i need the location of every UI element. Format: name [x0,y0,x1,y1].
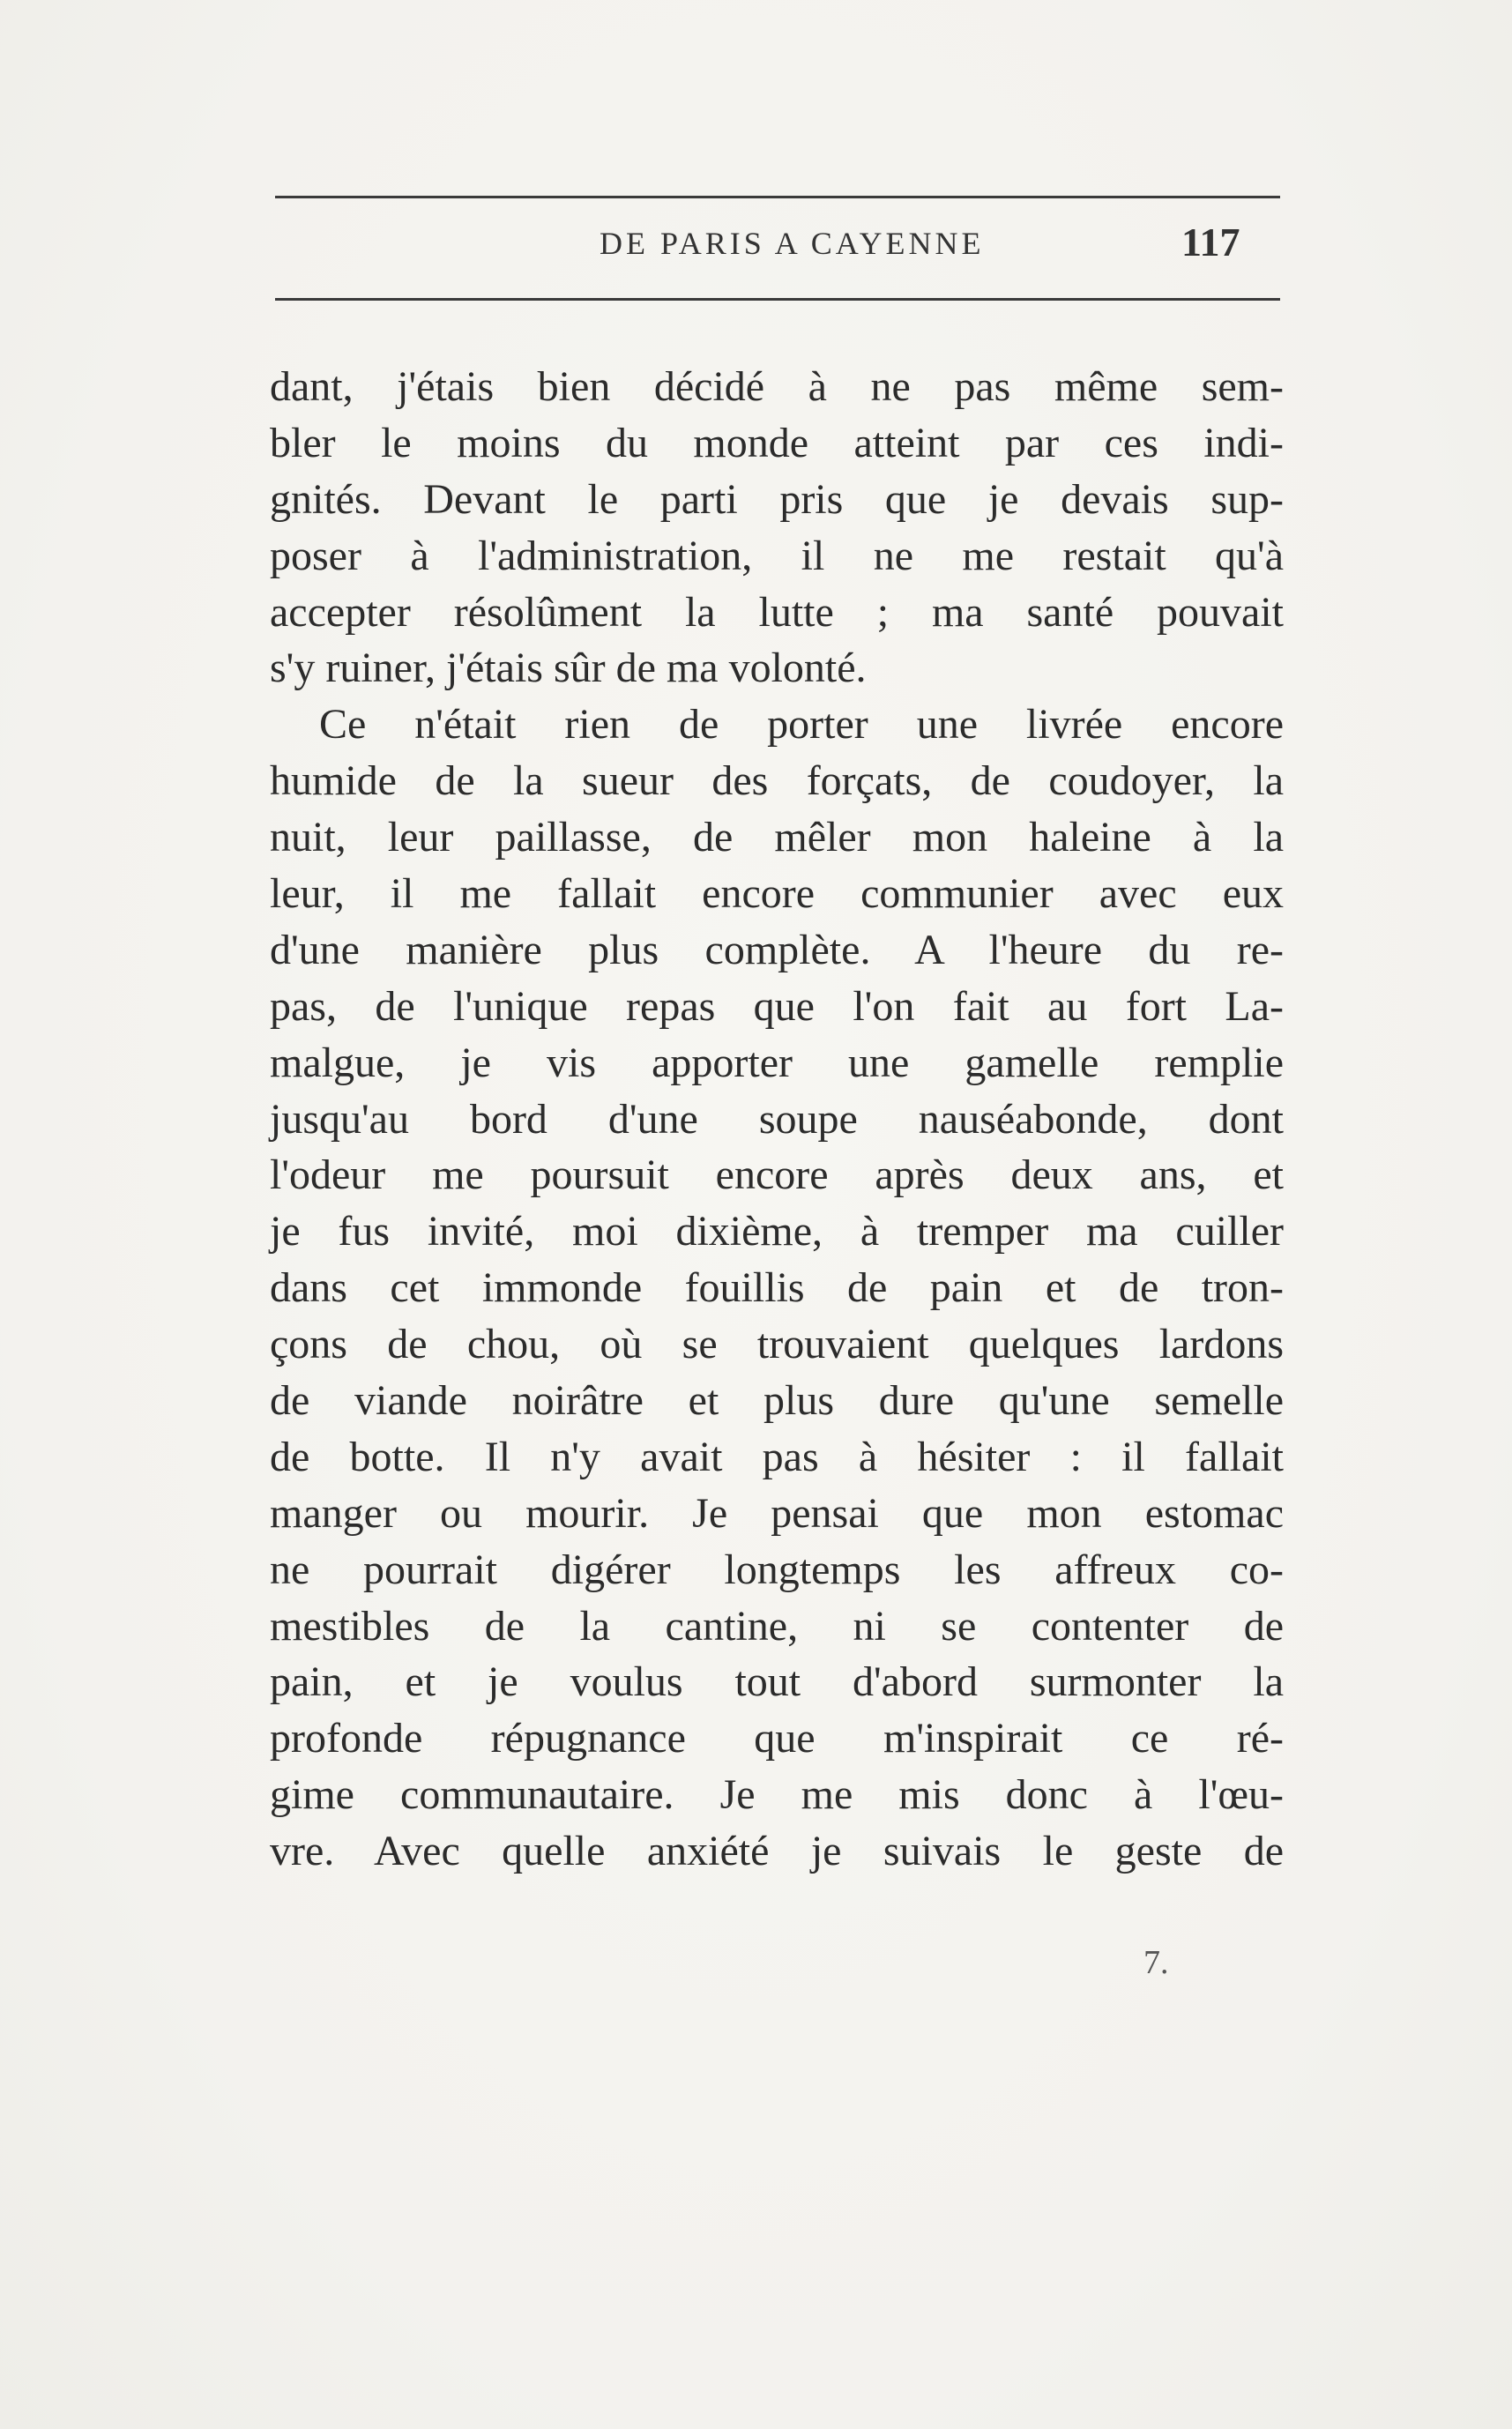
page-number: 117 [1181,220,1240,265]
text-line: gnités. Devant le parti pris que je devais sup- [270,475,1284,523]
text-line: ne pourrait digérer longtemps les affreux co- [270,1546,1284,1593]
text-line: poser à l'administration, il ne me restait qu'à [270,532,1284,579]
text-line: accepter résolûment la lutte ; ma santé pouvait [270,588,1284,636]
text-line: s'y ruiner, j'étais sûr de ma volonté. [270,645,867,692]
running-head: DE PARIS A CAYENNE [600,226,985,261]
text-line: dant, j'étais bien décidé à ne pas même sem- [270,363,1284,410]
header-top-rule [275,196,1280,198]
text-line: Ce n'était rien de porter une livrée encore [319,701,1284,749]
text-line: malgue, je vis apporter une gamelle remplie [270,1039,1284,1086]
text-line: çons de chou, où se trouvaient quelques lardons [270,1321,1284,1368]
text-line: je fus invité, moi dixième, à tremper ma cuiller [270,1208,1284,1255]
text-line: bler le moins du monde atteint par ces indi- [270,419,1284,466]
text-line: d'une manière plus complète. A l'heure du re- [270,926,1284,973]
text-line: l'odeur me poursuit encore après deux ans, et [270,1151,1284,1199]
text-line: gime communautaire. Je me mis donc à l'œu- [270,1771,1284,1819]
text-line: leur, il me fallait encore communier avec eux [270,870,1284,918]
body-text [270,359,1284,1880]
text-line: manger ou mourir. Je pensai que mon estomac [270,1489,1284,1537]
text-line: dans cet immonde fouillis de pain et de tron- [270,1264,1284,1312]
text-line: de botte. Il n'y avait pas à hésiter : il fallait [270,1433,1284,1480]
text-line: pas, de l'unique repas que l'on fait au fort La- [270,982,1284,1030]
signature-mark: 7. [1143,1944,1169,1981]
text-line: nuit, leur paillasse, de mêler mon haleine à la [270,814,1284,861]
header-bottom-rule [275,298,1280,301]
text-line: jusqu'au bord d'une soupe nauséabonde, dont [270,1095,1284,1143]
text-line: humide de la sueur des forçats, de coudoyer, la [270,757,1284,805]
text-line: vre. Avec quelle anxiété je suivais le geste de [270,1828,1284,1875]
text-line: mestibles de la cantine, ni se contenter de [270,1602,1284,1650]
text-line: pain, et je voulus tout d'abord surmonter la [270,1658,1284,1706]
text-line: de viande noirâtre et plus dure qu'une semelle [270,1377,1284,1425]
text-line: profonde répugnance que m'inspirait ce ré- [270,1715,1284,1762]
